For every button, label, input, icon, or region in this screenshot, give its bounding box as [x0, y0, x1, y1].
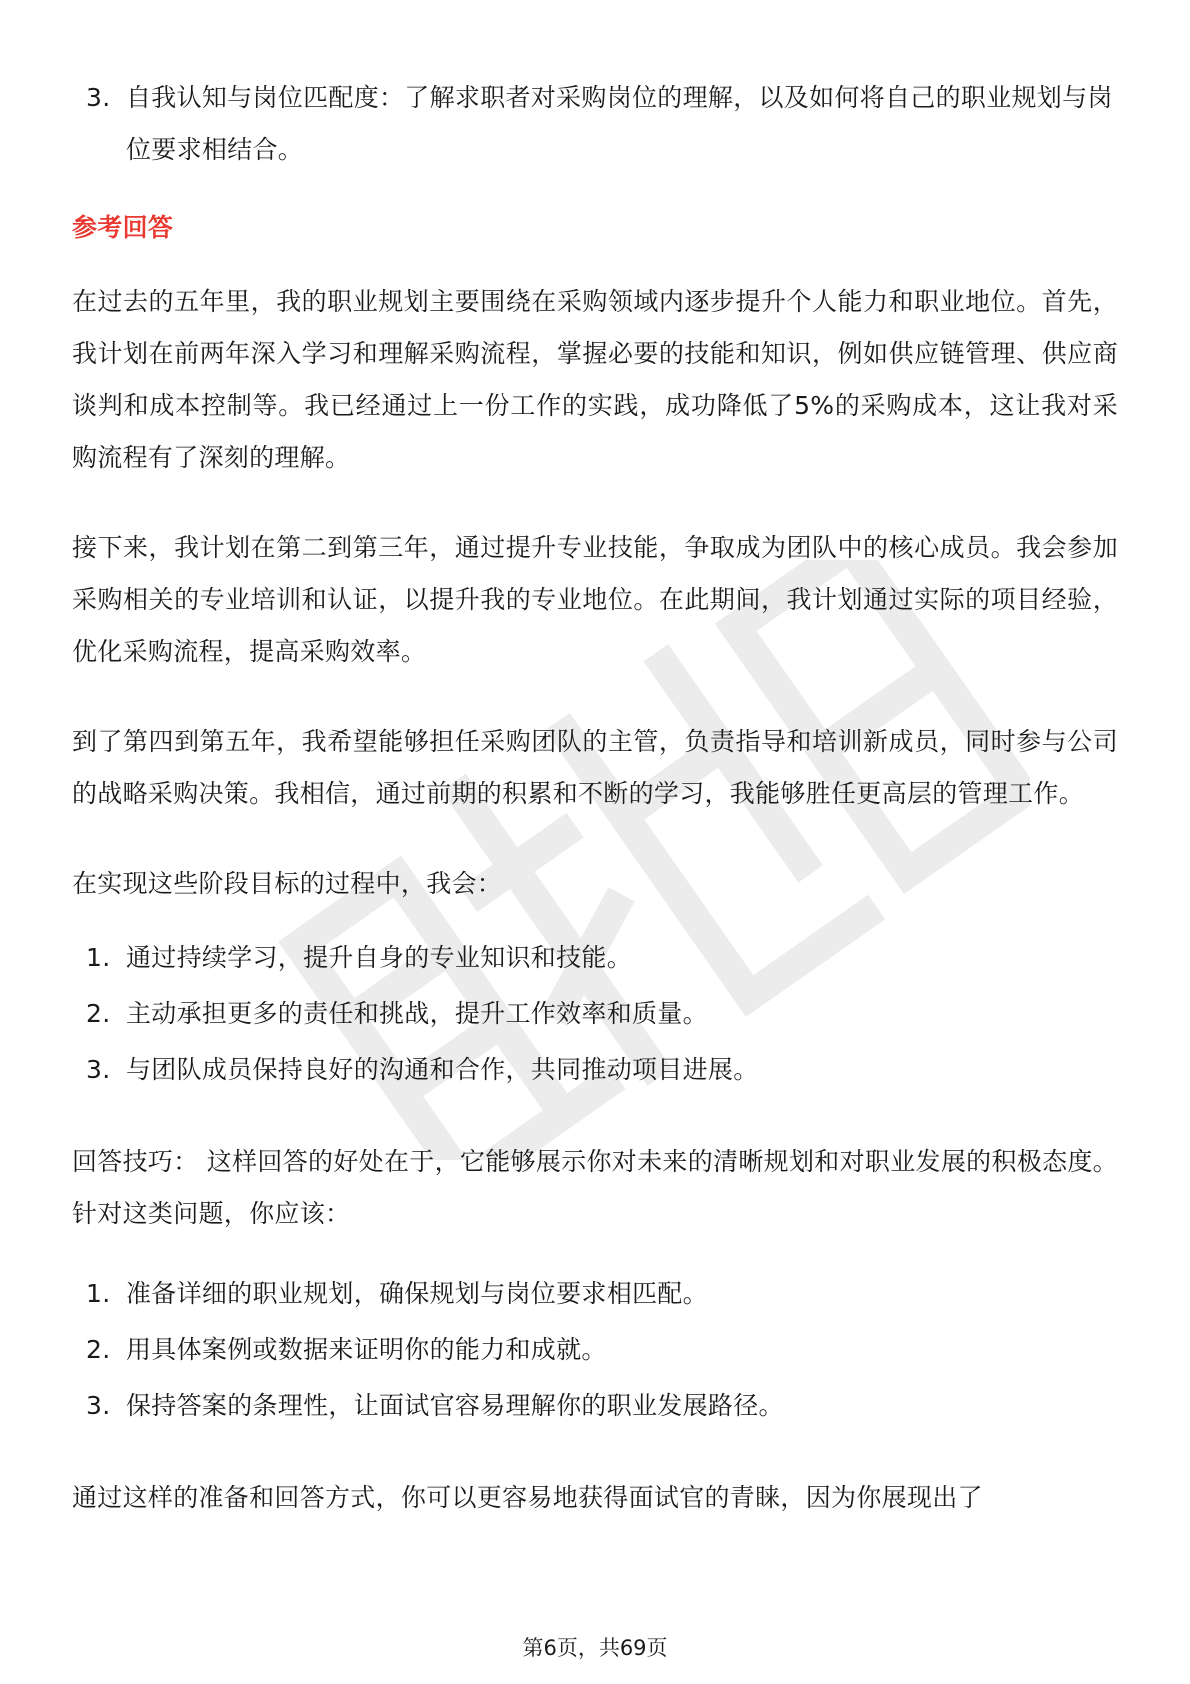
list-item [72, 72, 1118, 176]
list-number: 3. [86, 1055, 111, 1084]
list-number: 1. [86, 943, 111, 972]
list-item [72, 1266, 1118, 1322]
answer-paragraph: 在过去的五年里，我的职业规划主要围绕在采购领域内逐步提升个人能力和职业地位。首先，我计划在前两年深入学习和理解采购流程，掌握必要的技能和知识，例如供应链管理、供应商谈判和成本控制等。我已经通过上一份工作的实践，成功降低了5%的采购成本，这让我对采购流程有了深刻的理解。 [72, 287, 1118, 472]
answer-paragraph: 在实现这些阶段目标的过程中，我会： [72, 869, 503, 898]
plan-list [72, 930, 1118, 1098]
criteria-list [72, 72, 1118, 176]
list-item [72, 1322, 1118, 1378]
list-number: 3. [86, 1391, 111, 1420]
answer-paragraph: 到了第四到第五年，我希望能够担任采购团队的主管，负责指导和培训新成员，同时参与公司的战略采购决策。我相信，通过前期的积累和不断的学习，我能够胜任更高层的管理工作。 [72, 727, 1118, 808]
list-item-text: 通过持续学习，提升自身的专业知识和技能。 [126, 943, 633, 972]
list-number: 3. [86, 83, 111, 112]
tips-list [72, 1266, 1118, 1434]
list-item [72, 986, 1118, 1042]
answer-paragraph: 接下来，我计划在第二到第三年，通过提升专业技能，争取成为团队中的核心成员。我会参加采购相关的专业培训和认证，以提升我的专业地位。在此期间，我计划通过实际的项目经验，优化采购流程，提高采购效率。 [72, 533, 1118, 666]
list-item-text: 自我认知与岗位匹配度：了解求职者对采购岗位的理解，以及如何将自己的职业规划与岗位要求相结合。 [126, 83, 1113, 164]
list-item-text: 主动承担更多的责任和挑战，提升工作效率和质量。 [126, 999, 708, 1028]
closing-paragraph: 通过这样的准备和回答方式，你可以更容易地获得面试官的青睐，因为你展现出了 [72, 1483, 983, 1512]
list-item [72, 930, 1118, 986]
list-number: 2. [86, 1335, 111, 1364]
list-item-text: 用具体案例或数据来证明你的能力和成就。 [126, 1335, 607, 1364]
page-number: 第6页，共69页 [522, 1636, 668, 1660]
document-body [72, 72, 1118, 1562]
section-title: 参考回答 [72, 213, 174, 242]
list-item-text: 与团队成员保持良好的沟通和合作，共同推动项目进展。 [126, 1055, 759, 1084]
tips-paragraph: 回答技巧： 这样回答的好处在于，它能够展示你对未来的清晰规划和对职业发展的积极态度。针对这类问题，你应该： [72, 1147, 1118, 1228]
list-item-text: 准备详细的职业规划，确保规划与岗位要求相匹配。 [126, 1279, 708, 1308]
list-item [72, 1042, 1118, 1098]
list-number: 2. [86, 999, 111, 1028]
list-number: 1. [86, 1279, 111, 1308]
list-item-text: 保持答案的条理性，让面试官容易理解你的职业发展路径。 [126, 1391, 784, 1420]
list-item [72, 1378, 1118, 1434]
